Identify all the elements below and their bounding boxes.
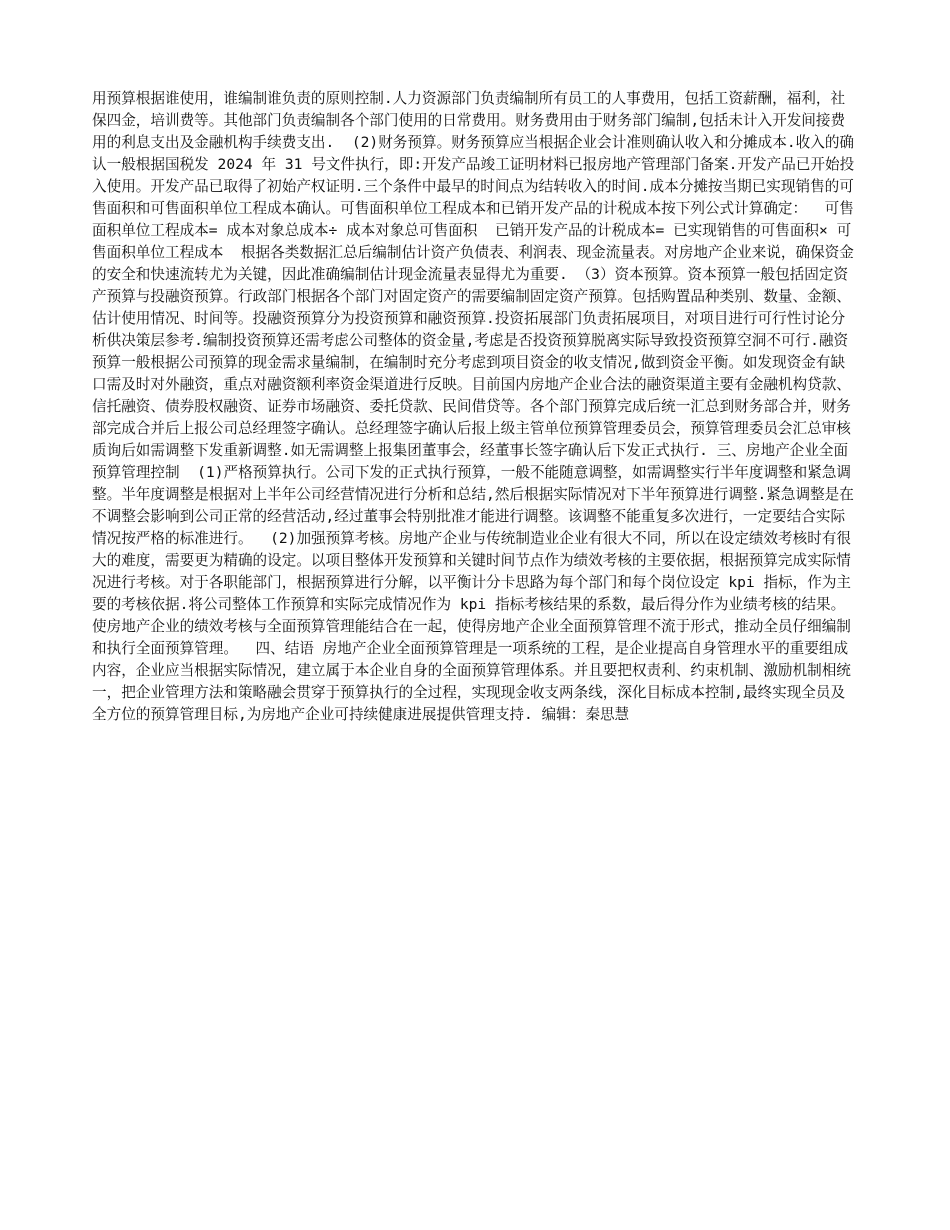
document-body-text: 用预算根据谁使用，谁编制谁负责的原则控制.人力资源部门负责编制所有员工的人事费用，包括工资薪酬，福利，社保四金，培训费等。其他部门负责编制各个部门使用的日常费用。财务费用由于财务部门编制,包括未计入开发间接费用的利息支出及金融机构手续费支出. (2)财务预算。财务预算应当根据企业会计准则确认收入和分摊成本.收入的确认一般根据国税发 2024 年 31 号文件执行，即:开发产品竣工证明材料已报房地产管理部门备案.开发产品已开始投入使用。开发产品已取得了初始产权证明.三个条件中最早的时间点为结转收入的时间.成本分摊按当期已实现销售的可售面积和可售面积单位工程成本确认。可售面积单位工程成本和已销开发产品的计税成本按下列公式计算确定： 可售面积单位工程成本= 成本对象总成本÷ 成本对象总可售面积 已销开发产品的计税成本= 已实现销售的可售面积× 可售面积单位工程成本 根据各类数据汇总后编制估计资产负债表、利润表、现金流量表。对房地产企业来说，确保资金的安全和快速流转尤为关键，因此准确编制估计现金流量表显得尤为重要. （3）资本预算。资本预算一般包括固定资产预算与投融资预算。行政部门根据各个部门对固定资产的需要编制固定资产预算。包括购置品种类别、数量、金额、估计使用情况、时间等。投融资预算分为投资预算和融资预算.投资拓展部门负责拓展项目，对项目进行可行性讨论分析供决策层参考.编制投资预算还需考虑公司整体的资金量,考虑是否投资预算脱离实际导致投资预算空洞不可行.融资预算一般根据公司预算的现金需求量编制，在编制时充分考虑到项目资金的收支情况,做到资金平衡。如发现资金有缺口需及时对外融资，重点对融资额利率资金渠道进行反映。目前国内房地产企业合法的融资渠道主要有金融机构贷款、信托融资、债券股权融资、证券市场融资、委托贷款、民间借贷等。各个部门预算完成后统一汇总到财务部合并，财务部完成合并后上报公司总经理签字确认。总经理签字确认后报上级主管单位预算管理委员会，预算管理委员会汇总审核质询后如需调整下发重新调整.如无需调整上报集团董事会，经董事长签字确认后下发正式执行. 三、房地产企业全面预算管理控制 (1)严格预算执行。公司下发的正式执行预算，一般不能随意调整，如需调整实行半年度调整和紧急调整。半年度调整是根据对上半年公司经营情况进行分析和总结,然后根据实际情况对下半年预算进行调整.紧急调整是在不调整会影响到公司正常的经营活动,经过董事会特别批准才能进行调整。该调整不能重复多次进行，一定要结合实际情况按严格的标准进行。 (2)加强预算考核。房地产企业与传统制造业企业有很大不同，所以在设定绩效考核时有很大的难度，需要更为精确的设定。以项目整体开发预算和关键时间节点作为绩效考核的主要依据，根据预算完成实际情况进行考核。对于各职能部门，根据预算进行分解，以平衡计分卡思路为每个部门和每个岗位设定 kpi 指标，作为主要的考核依据.将公司整体工作预算和实际完成情况作为 kpi 指标考核结果的系数，最后得分作为业绩考核的结果。使房地产企业的绩效考核与全面预算管理能结合在一起，使得房地产企业全面预算管理不流于形式，推动全员仔细编制和执行全面预算管理。 四、结语 房地产企业全面预算管理是一项系统的工程，是企业提高自身管理水平的重要组成内容，企业应当根据实际情况，建立属于本企业自身的全面预算管理体系。并且要把权责利、约束机制、激励机制相统一，把企业管理方法和策略融会贯穿于预算执行的全过程，实现现金收支两条线，深化目标成本控制,最终实现全员及全方位的预算管理目标,为房地产企业可持续健康进展提供管理支持. 编辑：秦思慧 bbox=[92, 90, 855, 723]
document-page bbox=[92, 88, 858, 726]
